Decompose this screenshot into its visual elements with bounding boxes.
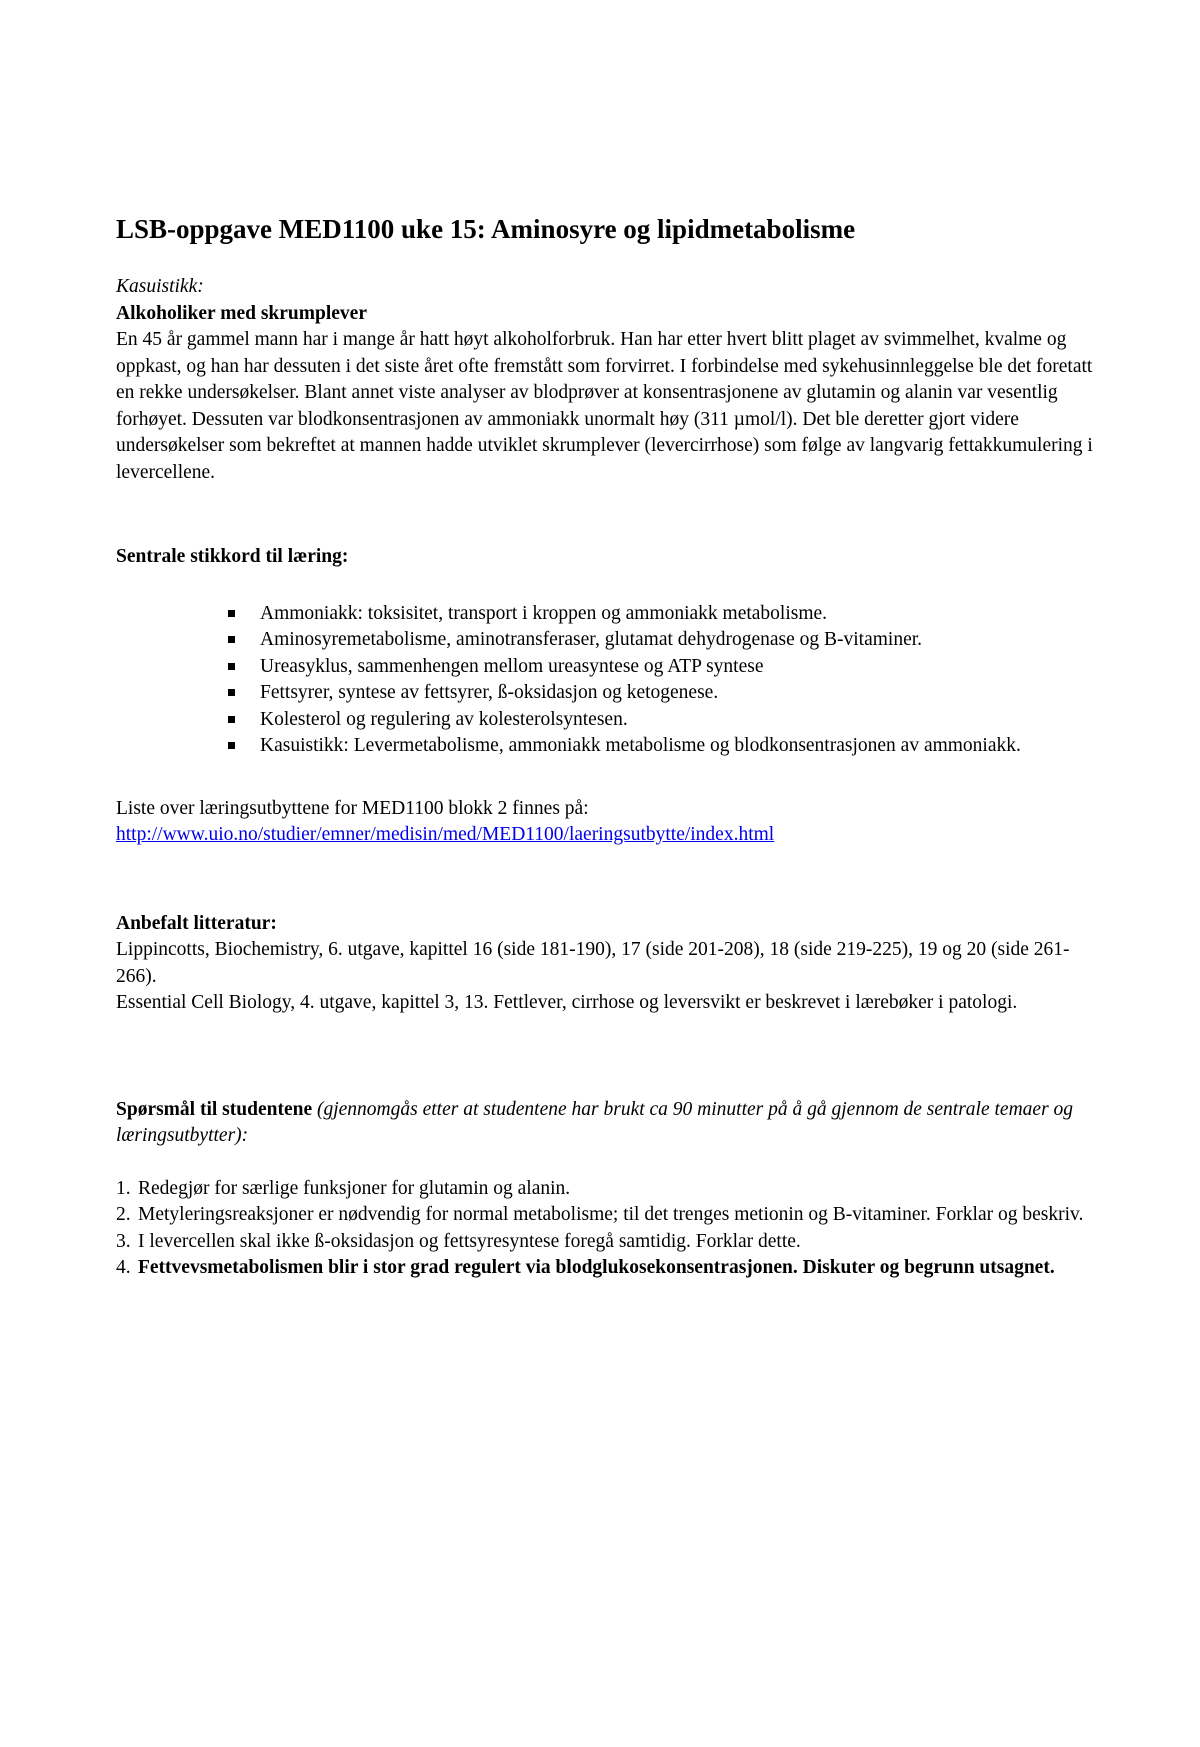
question-text: I levercellen skal ikke ß-oksidasjon og fettsyresyntese foregå samtidig. Forklar dette.	[138, 1230, 801, 1252]
list-item	[116, 1176, 1106, 1203]
list-item	[116, 1255, 1106, 1282]
question-number: 4.	[116, 1257, 131, 1278]
learning-outcomes-link[interactable]: http://www.uio.no/studier/emner/medisin/med/MED1100/laeringsutbytte/index.html	[116, 824, 775, 845]
case-title: Alkoholiker med skrumplever	[116, 302, 367, 324]
learning-outcomes	[116, 796, 1110, 849]
bullet-icon	[228, 716, 235, 723]
learning-outcomes-text: Liste over læringsutbyttene for MED1100 blokk 2 finnes på:	[116, 797, 589, 819]
keyword-text: Aminosyremetabolisme, aminotransferaser, glutamat dehydrogenase og B-vitaminer.	[260, 629, 923, 650]
case-description: En 45 år gammel mann har i mange år hatt høyt alkoholforbruk. Han har etter hvert blitt plaget av svimmelhet, kvalme og oppkast, og han har dessuten i det siste året ofte fremstått som forvirret. I forbindelse med sykehusinnleggelse ble det foretatt en rekke undersøkelser. Blant annet viste analyser av blodprøver at konsentrasjonene av glutamin og alanin var vesentlig forhøyet. Dessuten var blodkonsentrasjonen av ammoniakk unormalt høy (311 µmol/l). Det ble deretter gjort videre undersøkelser som bekreftet at mannen hadde utviklet skrumplever (levercirrhose) som følge av langvarig fettakkumulering i levercellene.	[116, 329, 1093, 483]
keyword-text: Ureasyklus, sammenhengen mellom ureasyntese og ATP syntese	[260, 655, 764, 677]
document-title: LSB-oppgave MED1100 uke 15: Aminosyre og lipidmetabolisme	[116, 214, 856, 244]
bullet-icon	[228, 636, 235, 643]
questions-intro	[116, 1097, 1106, 1150]
keyword-text: Fettsyrer, syntese av fettsyrer, ß-oksidasjon og ketogenese.	[260, 682, 719, 703]
question-number: 2.	[116, 1204, 131, 1225]
keywords-heading: Sentrale stikkord til læring:	[116, 546, 349, 567]
bullet-icon	[228, 689, 235, 696]
bullet-icon	[228, 610, 235, 617]
list-item	[116, 1202, 1106, 1229]
questions-section	[116, 1097, 1110, 1282]
bullet-icon	[228, 663, 235, 670]
bullet-icon	[228, 742, 235, 749]
keyword-text: Kolesterol og regulering av kolesterolsyntesen.	[260, 708, 628, 730]
list-item	[228, 654, 1048, 681]
questions-note: (gjennomgås etter at studentene har brukt ca 90 minutter på å gå gjennom de sentrale temaer og læringsutbytter):	[116, 1098, 1074, 1146]
literature-line-1: Lippincotts, Biochemistry, 6. utgave, kapittel 16 (side 181-190), 17 (side 201-208), 18 (side 219-225), 19 og 20 (side 261-266).	[116, 939, 1070, 987]
questions-list	[116, 1176, 1106, 1282]
list-item	[228, 627, 1048, 654]
question-text: Redegjør for særlige funksjoner for glutamin og alanin.	[138, 1177, 571, 1199]
question-number: 1.	[116, 1177, 131, 1199]
keyword-text: Kasuistikk: Levermetabolisme, ammoniakk metabolisme og blodkonsentrasjonen av ammoniakk.	[260, 735, 1021, 756]
question-text: Fettvevsmetabolismen blir i stor grad regulert via blodglukosekonsentrasjonen. Diskuter og begrunn utsagnet.	[138, 1257, 1055, 1278]
literature-heading: Anbefalt litteratur:	[116, 912, 277, 934]
question-text: Metyleringsreaksjoner er nødvendig for normal metabolisme; til det trenges metionin og B-vitaminer. Forklar og beskriv.	[138, 1204, 1084, 1225]
question-number: 3.	[116, 1230, 131, 1252]
case-label: Kasuistikk:	[116, 276, 204, 297]
questions-heading: Spørsmål til studentene	[116, 1098, 313, 1120]
list-item	[116, 1229, 1106, 1256]
literature-section	[116, 911, 1110, 1017]
list-item	[228, 680, 1048, 707]
list-item	[228, 601, 1048, 628]
keywords-list	[116, 601, 1048, 760]
keyword-text: Ammoniakk: toksisitet, transport i kroppen og ammoniakk metabolisme.	[260, 602, 828, 624]
literature-line-2: Essential Cell Biology, 4. utgave, kapittel 3, 13. Fettlever, cirrhose og leversvikt er beskrevet i lærebøker i patologi.	[116, 992, 1018, 1013]
list-item	[228, 733, 1048, 760]
list-item	[228, 707, 1048, 734]
